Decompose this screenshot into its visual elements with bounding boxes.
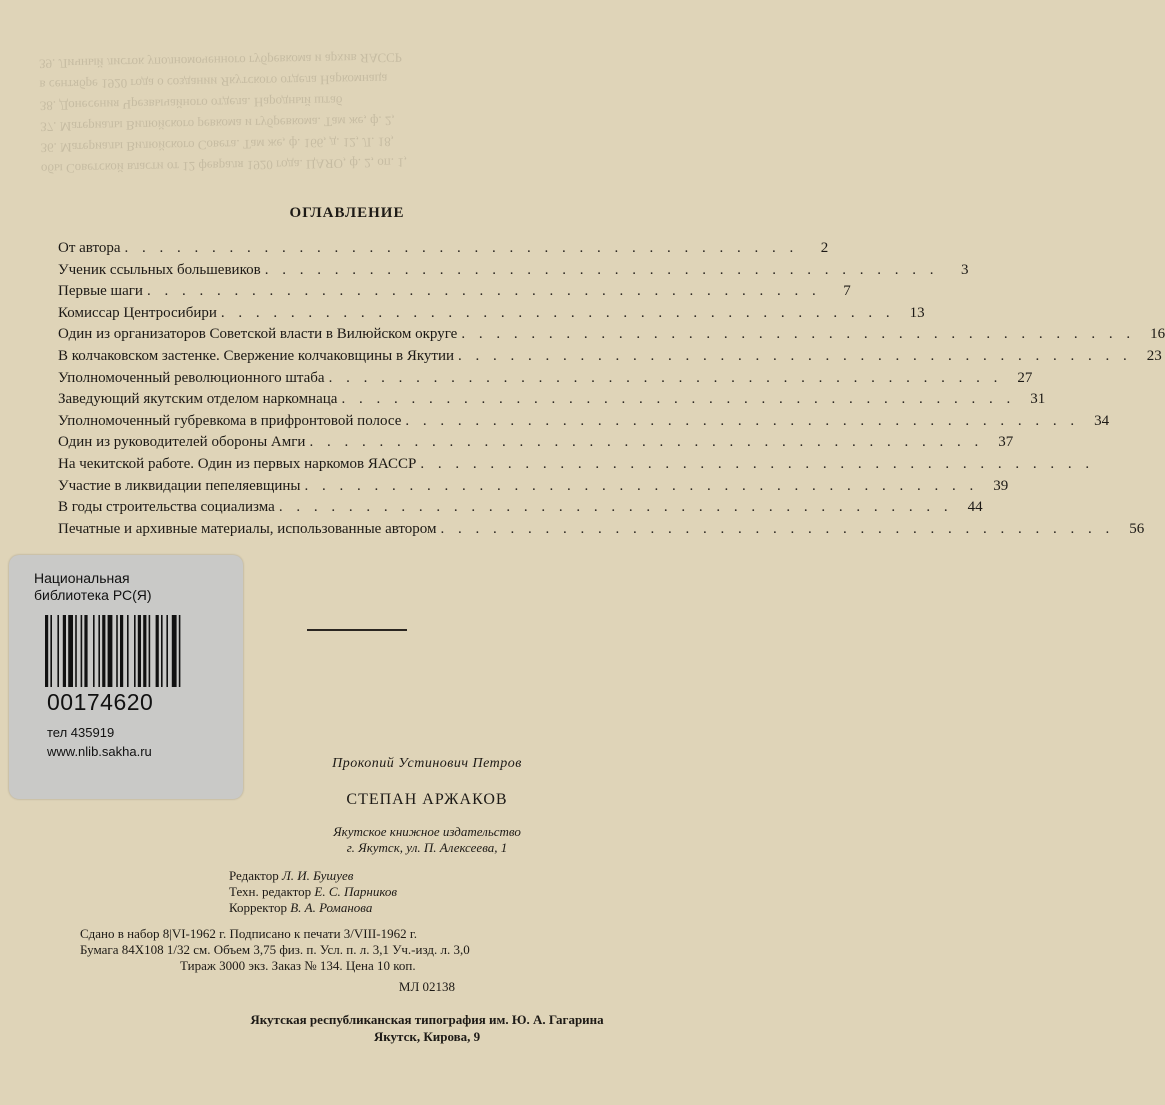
barcode-bar xyxy=(138,615,141,687)
barcode-bar xyxy=(98,615,100,687)
toc-entry-text: В колчаковском застенке. Свержение колчаковщины в Якутии xyxy=(58,347,455,364)
barcode-bar xyxy=(179,615,181,687)
toc-leader-dots xyxy=(279,499,953,516)
toc-entry xyxy=(58,434,1014,456)
toc-entry-text: От автора xyxy=(58,240,121,256)
barcode-bar xyxy=(102,615,105,687)
toc-leader-dots xyxy=(458,348,1132,365)
ml-number: МЛ 02138 xyxy=(398,979,456,994)
book-title: СТЕПАН АРЖАКОВ xyxy=(346,791,508,808)
barcode-bar xyxy=(50,615,52,687)
library-name-line2: библиотека РС(Я) xyxy=(34,587,152,603)
toc-entry xyxy=(58,412,1110,435)
toc-entry-page: 31 xyxy=(1030,391,1046,408)
barcode-bar xyxy=(127,615,129,687)
toc-entry-text: Первые шаги xyxy=(58,283,143,300)
toc-entry xyxy=(58,326,1165,348)
tech-editor-name: Е. С. Парников xyxy=(314,884,398,899)
proofreader-line xyxy=(229,900,372,916)
editor-name: Л. И. Бушуев xyxy=(281,868,354,883)
toc-leader-dots xyxy=(461,326,1135,343)
barcode-bar xyxy=(116,615,118,687)
barcode-bar xyxy=(120,615,123,687)
toc-leader-dots xyxy=(441,521,1115,538)
tech-editor-label: Техн. редактор xyxy=(229,884,312,899)
toc-entry-text: Заведующий якутским отделом наркомнаца xyxy=(58,391,338,408)
library-name-line1: Национальная xyxy=(34,570,130,586)
table-of-contents xyxy=(58,240,1165,542)
library-sticker xyxy=(9,555,243,799)
toc-entry xyxy=(58,477,1009,500)
barcode-bar xyxy=(45,615,48,687)
toc-title: ОГЛАВЛЕНИЕ xyxy=(289,205,405,221)
toc-entry xyxy=(58,347,1162,370)
toc-entry-text: Печатные и архивные материалы, использованные автором xyxy=(58,520,437,537)
publisher-address: г. Якутск, ул. П. Алексеева, 1 xyxy=(346,840,508,855)
barcode-bar xyxy=(161,615,163,687)
print-details-line: Тираж 3000 экз. Заказ № 134. Цена 10 коп. xyxy=(180,958,416,973)
barcode-number: 00174620 xyxy=(47,689,154,715)
barcode-bar xyxy=(93,615,95,687)
toc-entry-page: 34 xyxy=(1094,412,1110,429)
toc-entry-text: Один из руководителей обороны Амги xyxy=(58,434,306,451)
toc-entry xyxy=(58,520,1145,543)
barcode-bar xyxy=(149,615,151,687)
barcode-bar xyxy=(81,615,83,687)
toc-leader-dots xyxy=(221,305,895,322)
editor-label: Редактор xyxy=(229,868,279,883)
toc-entry-page: 2 xyxy=(820,240,829,256)
barcode-bar xyxy=(63,615,66,687)
toc-leader-dots xyxy=(405,413,1079,430)
toc-entry xyxy=(58,261,969,284)
toc-leader-dots xyxy=(329,370,1003,387)
barcode-bar xyxy=(75,615,77,687)
toc-entry-page: 37 xyxy=(998,434,1014,451)
proofreader-name: В. А. Романова xyxy=(290,900,373,915)
barcode-bar xyxy=(108,615,113,687)
toc-entry xyxy=(58,391,1046,413)
bleed-line: обы Советской власти от 12 февраля 1920 года. ЦАЯО, ф. 2, оп. 1, xyxy=(40,155,408,177)
print-details-line: Бумага 84Х108 1/32 см. Объем 3,75 физ. п. Усл. п. л. 3,1 Уч.-изд. л. 3,0 xyxy=(80,942,470,957)
toc-entry-page: 44 xyxy=(967,499,983,516)
toc-entry-page: 39 xyxy=(993,477,1009,494)
toc-entry xyxy=(58,456,614,478)
barcode-bar xyxy=(166,615,168,687)
toc-leader-dots xyxy=(125,240,799,257)
toc-entry-page: 27 xyxy=(1017,369,1033,386)
library-website: www.nlib.sakha.ru xyxy=(47,744,152,759)
library-phone: тел 435919 xyxy=(47,725,115,740)
toc-leader-dots xyxy=(147,283,821,300)
toc-entry-page: 13 xyxy=(909,304,925,321)
toc-entry xyxy=(58,499,983,521)
publisher-name: Якутское книжное издательство xyxy=(333,824,521,839)
toc-entry-page: 7 xyxy=(843,283,851,300)
toc-entry-page: 56 xyxy=(1129,520,1145,537)
editor-line xyxy=(229,868,353,884)
barcode-bar xyxy=(57,615,59,687)
toc-leader-dots xyxy=(420,456,1094,473)
bleed-line: в сентябре 1920 года о создании Якутского отдела Наркомнаца xyxy=(39,71,388,93)
toc-entry-text: На чекитской работе. Один из первых наркомов ЯАССР xyxy=(58,455,417,472)
toc-entry-page: 23 xyxy=(1146,347,1162,364)
section-divider xyxy=(307,629,407,631)
barcode-bar xyxy=(156,615,159,687)
tech-editor-line xyxy=(229,884,397,900)
barcode-bar xyxy=(172,615,177,687)
bleed-line: 38. Донесения Чрезвычайного отдела. Народный штаб xyxy=(39,93,343,114)
toc-entry-text: Один из организаторов Советской власти в Вилюйском округе xyxy=(58,326,458,343)
barcode xyxy=(45,615,209,687)
toc-entry-page: 16 xyxy=(1150,326,1165,343)
toc-entry-page: 3 xyxy=(960,261,969,278)
barcode-bar xyxy=(68,615,73,687)
toc-entry-text: В годы строительства социализма xyxy=(58,499,275,516)
toc-leader-dots xyxy=(341,391,1015,408)
toc-entry xyxy=(58,369,1033,392)
bleed-line: 36. Материалы Вилюйского Совета. Там же, ф. 166, д. 12, Л. 18, xyxy=(40,134,395,156)
bleed-line: 37. Материалы Вилюйского ревкома и губревкома. Там же, ф. 2, xyxy=(40,113,395,135)
toc-entry-text: Уполномоченный губревкома в прифронтовой полосе xyxy=(58,412,402,429)
barcode-bar xyxy=(134,615,136,687)
bleed-through-text xyxy=(39,42,681,179)
printing-address: Якутск, Кирова, 9 xyxy=(373,1029,481,1044)
toc-leader-dots xyxy=(309,434,983,451)
toc-entry-text: Уполномоченный революционного штаба xyxy=(58,369,325,386)
toc-entry xyxy=(58,283,851,305)
toc-entry xyxy=(58,304,925,327)
toc-entry-text: Участие в ликвидации пепеляевщины xyxy=(58,477,301,494)
print-details-line: Сдано в набор 8|VI-1962 г. Подписано к печати 3/VIII-1962 г. xyxy=(80,926,417,941)
toc-leader-dots xyxy=(305,478,979,495)
printing-house: Якутская республиканская типография им. Ю. А. Гагарина xyxy=(250,1012,604,1027)
toc-entry xyxy=(58,240,829,262)
toc-entry-text: Комиссар Центросибири xyxy=(58,304,217,321)
bleed-line: 39. Личный листок уполномоченного губревкома и архив ЯАССР xyxy=(39,50,403,72)
barcode-bar xyxy=(84,615,87,687)
toc-entry-text: Ученик ссыльных большевиков xyxy=(58,261,261,278)
proofreader-label: Корректор xyxy=(229,900,287,915)
toc-leader-dots xyxy=(265,262,939,279)
barcode-bar xyxy=(143,615,146,687)
author-name: Прокопий Устинович Петров xyxy=(332,756,522,771)
